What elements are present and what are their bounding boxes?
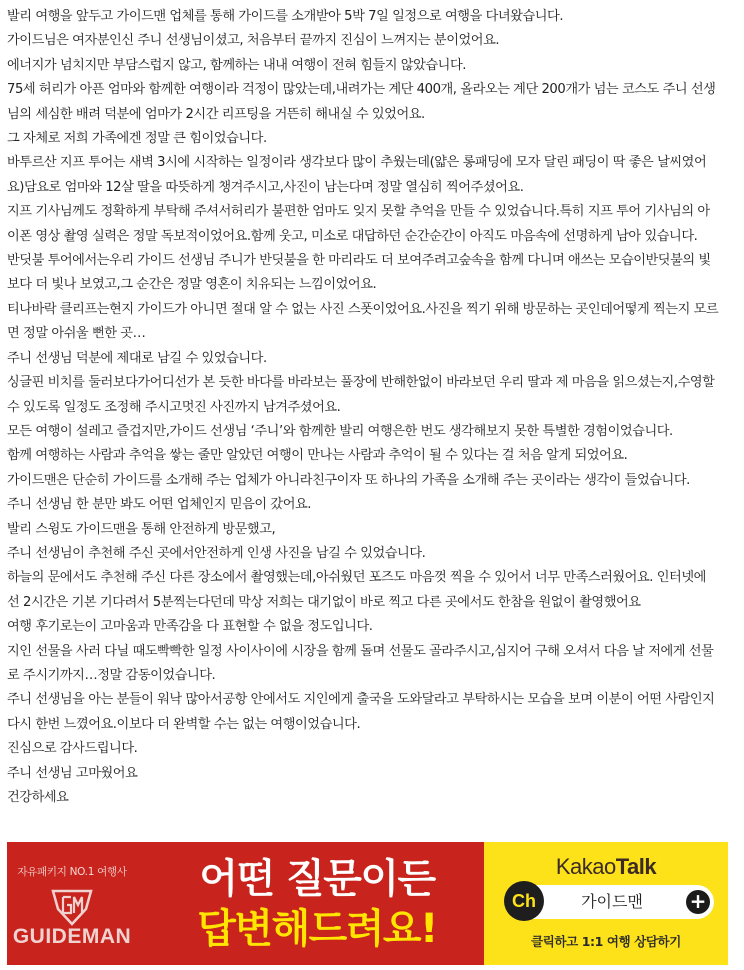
- review-line: 반딧불 투어에서는우리 가이드 선생님 주니가 반딧불을 한 마리라도 더 보여주려고숲속을 함께 다니며 애쓰는 모습이반딧불의 빛: [7, 253, 711, 269]
- review-line: 모든 여행이 설레고 즐겁지만,가이드 선생님 ‘주니’와 함께한 발리 여행은한 번도 생각해보지 못한 특별한 경험이었습니다.: [7, 423, 673, 439]
- kakao-channel-button[interactable]: [506, 885, 714, 919]
- review-line: 요)담요로 엄마와 12살 딸을 따뜻하게 챙겨주시고,사진이 남는다며 정말 열심히 찍어주셨어요.: [7, 179, 524, 195]
- review-line: 75세 허리가 아픈 엄마와 함께한 여행이라 걱정이 많았는데,내려가는 계단 400개, 올라오는 계단 200개가 넘는 코스도 주니 선생: [7, 82, 716, 98]
- brand-tagline: 자유패키지 NO.1 여행사: [17, 866, 127, 878]
- brand-name: GUIDEMAN: [12, 925, 132, 948]
- review-line: 주니 선생님 고마웠어요: [7, 765, 138, 781]
- review-line: 에너지가 넘치지만 부담스럽지 않고, 함께하는 내내 여행이 전혀 힘들지 않았습니다.: [7, 57, 466, 73]
- banner-headline: [152, 854, 482, 954]
- review-line: 바투르산 지프 투어는 새벽 3시에 시작하는 일정이라 생각보다 많이 추웠는데(얇은 롱패딩에 모자 달린 패딩이 딱 좋은 날씨였어: [7, 155, 707, 171]
- review-line: 싱글핀 비치를 둘러보다가어디선가 본 듯한 바다를 바라보는 풀장에 반해한없이 바라보던 우리 딸과 제 마음을 읽으셨는지,수영할: [7, 375, 715, 391]
- review-line: 이폰 영상 촬영 실력은 정말 독보적이었어요.함께 웃고, 미소로 대답하던 순간순간이 아직도 마음속에 선명하게 남아 있습니다.: [7, 228, 698, 244]
- review-line: 면 정말 아쉬울 뻔한 곳…: [7, 326, 146, 342]
- review-line: 함께 여행하는 사람과 추억을 쌓는 줄만 알았던 여행이 만나는 사람과 추억이 될 수 있다는 걸 처음 알게 되었어요.: [7, 448, 628, 464]
- kakaotalk-logo: [484, 854, 728, 880]
- review-line: 티나바락 클리프는현지 가이드가 아니면 절대 알 수 없는 사진 스폿이었어요.사진을 찍기 위해 방문하는 곳인데어떻게 찍는지 모르: [7, 301, 719, 317]
- review-line: 주니 선생님 한 분만 봐도 어떤 업체인지 믿음이 갔어요.: [7, 497, 312, 513]
- headline-line-1: 어떤 질문이든: [199, 856, 435, 902]
- kakao-channel-name: 가이드맨: [581, 892, 643, 911]
- kakaotalk-logo-talk: Talk: [615, 854, 657, 879]
- kakaotalk-panel[interactable]: [484, 842, 728, 965]
- review-body: [7, 5, 739, 810]
- review-line: 여행 후기로는이 고마움과 만족감을 다 표현할 수 없을 정도입니다.: [7, 619, 373, 635]
- review-line: 하늘의 문에서도 추천해 주신 다른 장소에서 촬영했는데,아쉬웠던 포즈도 마음껏 찍을 수 있어서 너무 만족스러웠어요. 인터넷에: [7, 570, 706, 586]
- kakao-channel-icon: Ch: [504, 881, 544, 921]
- review-line: 지인 선물을 사러 다닐 때도빡빡한 일정 사이사이에 시장을 함께 돌며 선물도 골라주시고,심지어 구해 오셔서 다음 날 저에게 선물: [7, 643, 714, 659]
- review-line: 님의 세심한 배려 덕분에 엄마가 2시간 리프팅을 거뜬히 해내실 수 있었어요.: [7, 106, 425, 122]
- review-line: 보다 더 빛나 보였고,그 순간은 정말 영혼이 치유되는 느낌이었어요.: [7, 277, 377, 293]
- gm-monogram-icon: [49, 887, 95, 927]
- review-line: 다시 한번 느꼈어요.이보다 더 완벽할 수는 없는 여행이었습니다.: [7, 716, 361, 732]
- review-line: 그 자체로 저희 가족에겐 정말 큰 힘이었습니다.: [7, 131, 267, 147]
- review-line: 주니 선생님 덕분에 제대로 남길 수 있었습니다.: [7, 350, 267, 366]
- review-line: 수 있도록 일정도 조정해 주시고멋진 사진까지 남겨주셨어요.: [7, 399, 341, 415]
- review-line: 진심으로 감사드립니다.: [7, 741, 138, 757]
- review-line: 지프 기사님께도 정확하게 부탁해 주셔서허리가 불편한 엄마도 잊지 못할 추억을 만들 수 있었습니다.특히 지프 투어 기사님의 아: [7, 204, 710, 220]
- review-line: 가이드맨은 단순히 가이드를 소개해 주는 업체가 아니라친구이자 또 하나의 가족을 소개해 주는 곳이라는 생각이 들었습니다.: [7, 472, 690, 488]
- consult-cta[interactable]: 클릭하고 1:1 여행 상담하기: [531, 934, 681, 949]
- review-line: 주니 선생님을 아는 분들이 워낙 많아서공항 안에서도 지인에게 출국을 도와달라고 부탁하시는 모습을 보며 이분이 어떤 사람인지: [7, 692, 715, 708]
- consultation-banner[interactable]: [7, 842, 728, 965]
- review-line: 발리 여행을 앞두고 가이드맨 업체를 통해 가이드를 소개받아 5박 7일 일정으로 여행을 다녀왔습니다.: [7, 9, 564, 24]
- review-line: 발리 스윙도 가이드맨을 통해 안전하게 방문했고,: [7, 521, 276, 537]
- review-line: 로 주시기까지…정말 감동이었습니다.: [7, 667, 216, 683]
- guideman-brand: [7, 842, 137, 965]
- review-line: 가이드님은 여자분인신 주니 선생님이셨고, 처음부터 끝까지 진심이 느껴지는 분이었어요.: [7, 33, 500, 49]
- review-line: 주니 선생님이 추천해 주신 곳에서안전하게 인생 사진을 남길 수 있었습니다.: [7, 545, 426, 561]
- headline-line-2: 답변해드려요!: [197, 906, 437, 952]
- kakaotalk-logo-kakao: Kakao: [555, 854, 616, 879]
- add-channel-icon[interactable]: +: [686, 890, 710, 914]
- review-line: 건강하세요: [7, 790, 69, 805]
- review-line: 선 2시간은 기본 기다려서 5분찍는다던데 막상 저희는 대기없이 바로 찍고 다른 곳에서도 한참을 원없이 촬영했어요: [7, 594, 641, 610]
